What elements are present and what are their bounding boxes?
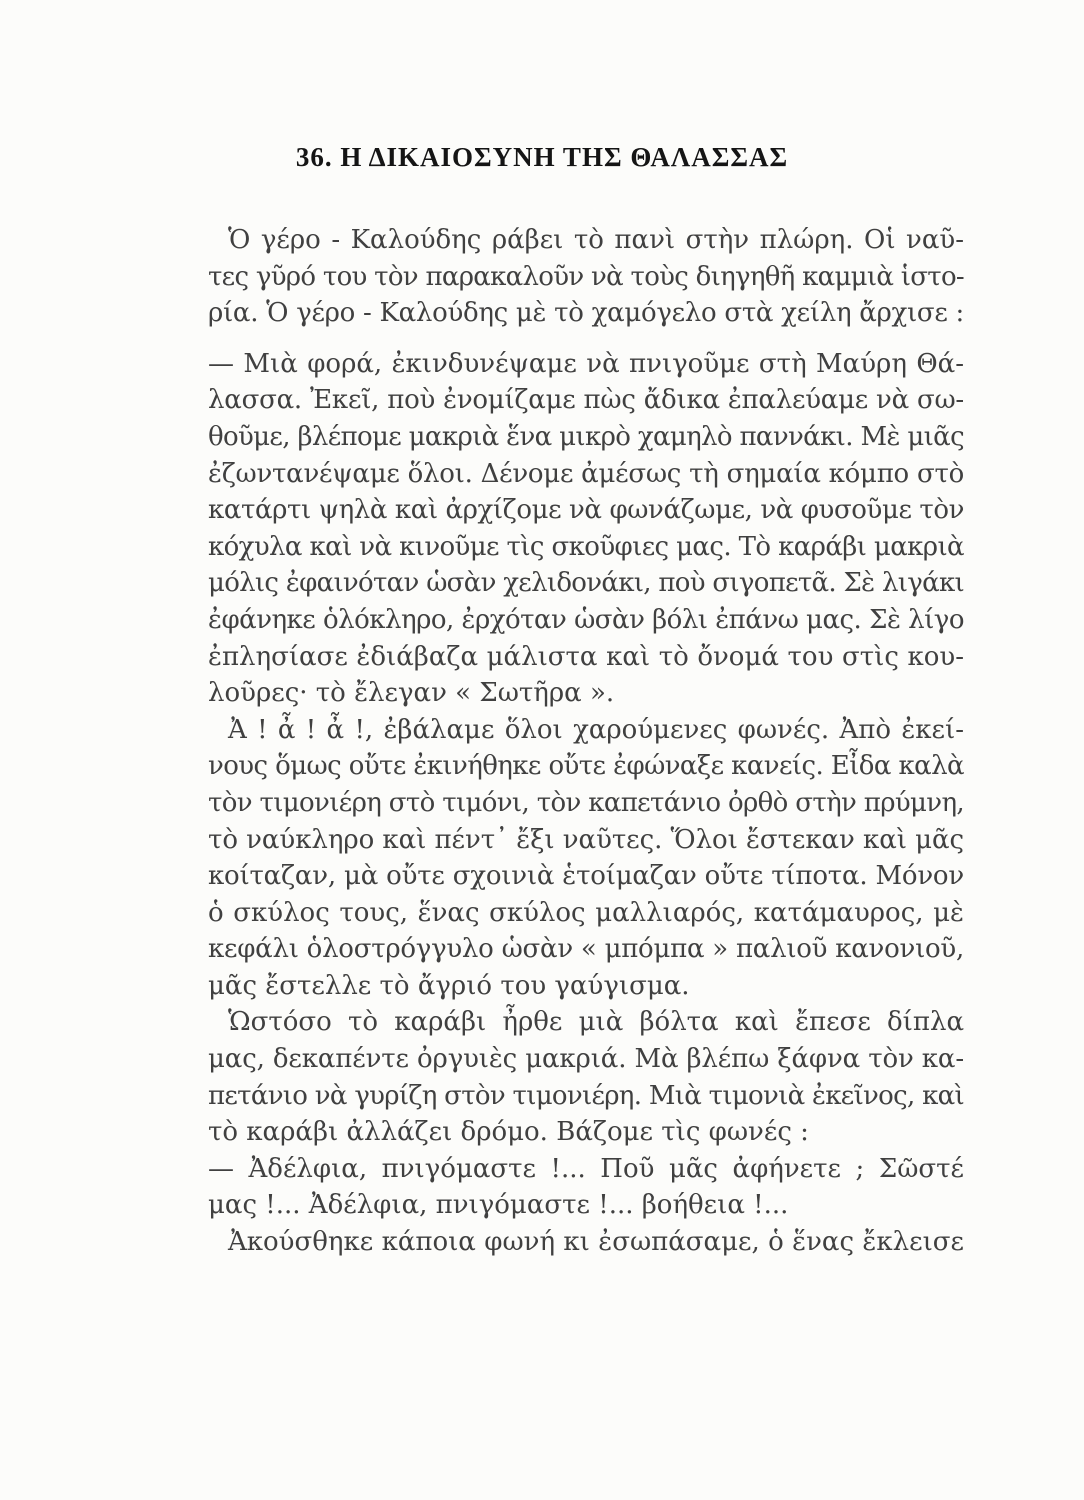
text-line: λοῦρες· τὸ ἔλεγαν « Σωτῆρα ».	[208, 678, 615, 709]
chapter-text	[208, 222, 964, 1261]
text-line: τὸ καράβι ἀλλάζει δρόμο. Βάζομε τὶς φωνές :	[208, 1117, 809, 1148]
text-line: — Μιὰ φορά, ἐκινδυνέψαμε νὰ πνιγοῦμε στὴ Μαύρη Θά-	[208, 348, 964, 379]
text-line: Ἀκούσθηκε κάποια φωνή κι ἐσωπάσαμε, ὁ ἕνας ἔκλεισε	[228, 1227, 964, 1258]
text-line: κεφάλι ὁλοστρόγγυλο ὡσὰν « μπόμπα » παλιοῦ κανονιοῦ,	[208, 934, 964, 965]
text-line: — Ἀδέλφια, πνιγόμαστε !... Ποῦ μᾶς ἀφήνετε ; Σῶστέ	[208, 1153, 964, 1184]
text-line: ὁ σκύλος τους, ἕνας σκύλος μαλλιαρός, κατάμαυρος, μὲ	[208, 897, 964, 928]
text-line: τὸ ναύκληρο καὶ πέντ᾽ ἔξι ναῦτες. Ὅλοι ἔστεκαν καὶ μᾶς	[208, 824, 964, 855]
text-line: μας !... Ἀδέλφια, πνιγόμαστε !... βοήθεια !...	[208, 1190, 789, 1221]
text-line: τες γῦρό του τὸν παρακαλοῦν νὰ τοὺς διηγηθῆ καμμιὰ ἱστο-	[208, 261, 964, 292]
text-line: Ὡστόσο τὸ καράβι ἦρθε μιὰ βόλτα καὶ ἔπεσε δίπλα	[228, 1007, 964, 1038]
text-line: ἐπλησίασε ἐδιάβαζα μάλιστα καὶ τὸ ὄνομά του στὶς κου-	[208, 641, 964, 672]
text-line: Ὁ γέρο - Καλούδης ράβει τὸ πανὶ στὴν πλώρη. Οἱ ναῦ-	[228, 225, 964, 255]
chapter-title: 36. Η ΔΙΚΑΙΟΣΥΝΗ ΤΗΣ ΘΑΛΑΣΣΑΣ	[295, 142, 789, 172]
text-line: νους ὅμως οὔτε ἐκινήθηκε οὔτε ἐφώναξε κανείς. Εἶδα καλὰ	[208, 751, 964, 782]
text-line: ἐζωντανέψαμε ὅλοι. Δένομε ἀμέσως τὴ σημαία κόμπο στὸ	[208, 458, 964, 489]
text-line: κόχυλα καὶ νὰ κινοῦμε τὶς σκοῦφιες μας. Τὸ καράβι μακριὰ	[208, 531, 964, 562]
text-line: θοῦμε, βλέπομε μακριὰ ἕνα μικρὸ χαμηλὸ παννάκι. Μὲ μιᾶς	[208, 421, 964, 452]
text-line: Ἀ ! ἆ ! ἆ !, ἐβάλαμε ὅλοι χαρούμενες φωνές. Ἀπὸ ἐκεί-	[228, 714, 964, 745]
text-line: πετάνιο νὰ γυρίζη στὸν τιμονιέρη. Μιὰ τιμονιὰ ἐκεῖνος, καὶ	[208, 1080, 964, 1111]
text-line: κατάρτι ψηλὰ καὶ ἀρχίζομε νὰ φωνάζωμε, νὰ φυσοῦμε τὸν	[208, 495, 964, 526]
text-line: λασσα. Ἐκεῖ, ποὺ ἐνομίζαμε πὼς ἄδικα ἐπαλεύαμε νὰ σω-	[208, 385, 964, 416]
text-line: ἐφάνηκε ὁλόκληρο, ἐρχόταν ὡσὰν βόλι ἐπάνω μας. Σὲ λίγο	[208, 604, 964, 635]
text-line: μας, δεκαπέντε ὀργυιὲς μακριά. Μὰ βλέπω ξάφνα τὸν κα-	[208, 1044, 964, 1075]
text-line: μᾶς ἔστελλε τὸ ἄγριό του γαύγισμα.	[208, 970, 690, 1001]
text-line: κοίταζαν, μὰ οὔτε σχοινιὰ ἑτοίμαζαν οὔτε τίποτα. Μόνον	[208, 861, 964, 892]
text-line: ρία. Ὁ γέρο - Καλούδης μὲ τὸ χαμόγελο στὰ χείλη ἄρχισε :	[208, 298, 964, 329]
text-line: μόλις ἐφαινόταν ὡσὰν χελιδονάκι, ποὺ σιγοπετᾶ. Σὲ λιγάκι	[208, 568, 964, 599]
text-line: τὸν τιμονιέρη στὸ τιμόνι, τὸν καπετάνιο ὀρθὸ στὴν πρύμνη,	[208, 787, 964, 818]
